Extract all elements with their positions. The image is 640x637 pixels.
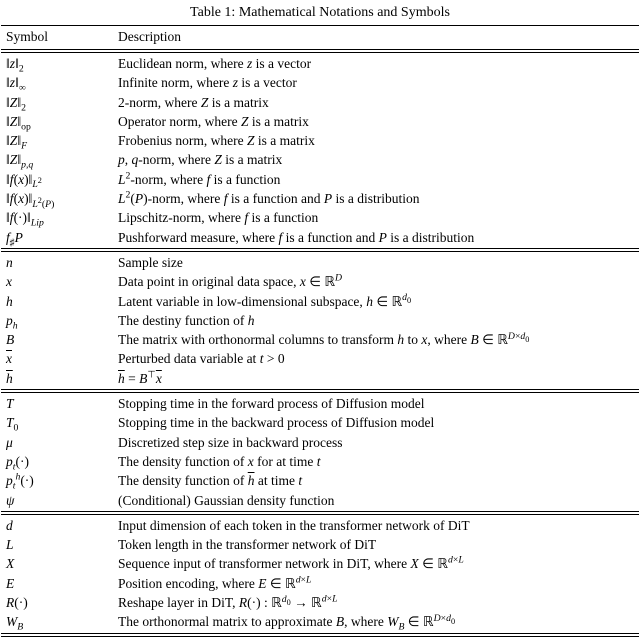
description-cell: Lipschitz-norm, where f is a function xyxy=(118,210,319,226)
table-row xyxy=(0,73,640,92)
table-row xyxy=(0,112,640,131)
table-row xyxy=(0,554,640,573)
table-row xyxy=(0,349,640,368)
symbol-cell: $‖f(\cdot)‖_{Lip}$ xyxy=(6,210,44,230)
symbol-cell: $‖Z‖_2$ xyxy=(6,94,26,114)
table-row xyxy=(0,150,640,172)
symbol-cell: $\overline{x}$ xyxy=(6,351,12,367)
symbol-cell: $‖f(x)‖_{L^2}$ xyxy=(6,171,42,191)
table-row xyxy=(0,612,640,631)
table-body xyxy=(0,49,640,637)
description-cell: Latent variable in low-dimensional subspace, h ∈ ℝ$^{d_0}$ xyxy=(118,292,412,309)
table-row xyxy=(0,253,640,272)
symbol-cell: $‖z‖_\infty$ xyxy=(6,75,26,94)
symbol-cell: $T_0$ xyxy=(6,415,19,435)
symbol-cell: $p_t(\cdot)$ xyxy=(6,453,29,473)
table-row xyxy=(0,93,640,112)
table-row xyxy=(0,535,640,554)
table-header-row xyxy=(0,26,640,48)
symbol-cell: $‖Z‖_{p,q}$ xyxy=(6,152,34,172)
table-row xyxy=(0,311,640,330)
section-divider-rule xyxy=(1,633,639,637)
description-cell: Stopping time in the forward process of Diffusion model xyxy=(118,396,425,412)
description-cell: Data point in original data space, x ∈ ℝ$^D$ xyxy=(118,272,343,290)
symbol-cell: $‖Z‖_{op}$ xyxy=(6,113,31,133)
symbol-cell: $\overline{h}$ xyxy=(6,370,13,386)
table-row xyxy=(0,54,640,73)
section-divider-rule xyxy=(1,49,639,53)
description-cell: Sample size xyxy=(118,254,183,270)
description-cell: The density function of $\overline{h}$ at time t xyxy=(118,473,303,489)
table-row xyxy=(0,208,640,230)
symbol-cell: h xyxy=(6,293,13,309)
symbol-cell: $‖Z‖_F$ xyxy=(6,133,28,152)
symbol-cell: L xyxy=(6,537,14,553)
description-cell: Input dimension of each token in the transformer network of DiT xyxy=(118,517,470,533)
section-divider-rule xyxy=(1,511,639,515)
table-row xyxy=(0,189,640,208)
table-row xyxy=(0,170,640,189)
symbol-cell: R(·) xyxy=(6,595,28,611)
description-cell: $\overline{h} = B^⊤\overline{x}$ xyxy=(118,369,162,386)
table-row xyxy=(0,574,640,593)
column-header-description: Description xyxy=(118,29,181,44)
description-cell: Perturbed data variable at t > 0 xyxy=(118,351,285,367)
description-cell: p, q-norm, where Z is a matrix xyxy=(118,152,283,168)
table-row xyxy=(0,413,640,435)
description-cell: Infinite norm, where z is a vector xyxy=(118,75,297,91)
description-cell: 2-norm, where Z is a matrix xyxy=(118,94,269,110)
description-cell: Stopping time in the backward process of Diffusion model xyxy=(118,415,435,431)
description-cell: The density function of x for at time t xyxy=(118,453,321,469)
symbol-cell: $‖z‖_2$ xyxy=(6,56,24,75)
table-row xyxy=(0,394,640,413)
table-row xyxy=(0,593,640,612)
symbol-cell: d xyxy=(6,517,13,533)
section-divider-rule xyxy=(1,389,639,393)
description-cell: The destiny function of h xyxy=(118,312,255,328)
description-cell: The orthonormal matrix to approximate B, where $W_B$ ∈ ℝ$^{D\times d_0}$ xyxy=(118,612,456,633)
description-cell: Operator norm, where Z is a matrix xyxy=(118,113,309,129)
symbol-cell: $W_B$ xyxy=(6,614,24,633)
table-row xyxy=(0,330,640,349)
symbol-cell: μ xyxy=(6,434,13,450)
description-cell: Sequence input of transformer network in DiT, where X ∈ ℝ$^{d\times L}$ xyxy=(118,554,464,572)
description-cell: Token length in the transformer network of DiT xyxy=(118,537,377,553)
table-row xyxy=(0,292,640,311)
description-cell: (Conditional) Gaussian density function xyxy=(118,492,335,508)
symbol-cell: n xyxy=(6,254,13,270)
symbol-cell: $p_h$ xyxy=(6,312,18,332)
symbol-cell: ψ xyxy=(6,492,15,508)
table-row xyxy=(0,433,640,452)
table-row xyxy=(0,369,640,388)
symbol-cell: $f_♯P$ xyxy=(6,229,23,249)
description-cell: Euclidean norm, where z is a vector xyxy=(118,56,312,71)
symbol-cell: $‖f(x)‖_{L^2(P)}$ xyxy=(6,191,55,210)
table-row xyxy=(0,131,640,150)
description-cell: The matrix with orthonormal columns to transform h to x, where B ∈ ℝ$^{D\times d_0}$ xyxy=(118,330,530,348)
description-cell: $L^2$-norm, where f is a function xyxy=(118,170,281,187)
table-row xyxy=(0,228,640,247)
symbol-cell: T xyxy=(6,396,14,412)
description-cell: Reshape layer in DiT, R(·) : ℝ$^{d_0}$ → ℝ$^{d\times L}$ xyxy=(118,593,338,611)
symbol-cell: E xyxy=(6,575,15,591)
description-cell: Position encoding, where E ∈ ℝ$^{d\times L}$ xyxy=(118,574,312,591)
table-row xyxy=(0,452,640,471)
symbol-cell: $p_t^h(\cdot)$ xyxy=(6,471,34,492)
table-row xyxy=(0,491,640,510)
description-cell: $L^2(P)$-norm, where f is a function and P is a distribution xyxy=(118,189,420,207)
table-row xyxy=(0,516,640,535)
description-cell: Frobenius norm, where Z is a matrix xyxy=(118,133,315,149)
symbol-cell: x xyxy=(6,274,12,290)
symbol-cell: B xyxy=(6,332,15,348)
symbol-cell: X xyxy=(6,556,15,572)
section-divider-rule xyxy=(1,248,639,252)
description-cell: Pushforward measure, where f is a function and P is a distribution xyxy=(118,229,475,245)
table-row xyxy=(0,272,640,291)
table-row xyxy=(0,471,640,490)
column-header-symbol: Symbol xyxy=(6,29,49,44)
table-caption: Table 1: Mathematical Notations and Symbols xyxy=(190,5,450,20)
description-cell: Discretized step size in backward process xyxy=(118,434,343,450)
